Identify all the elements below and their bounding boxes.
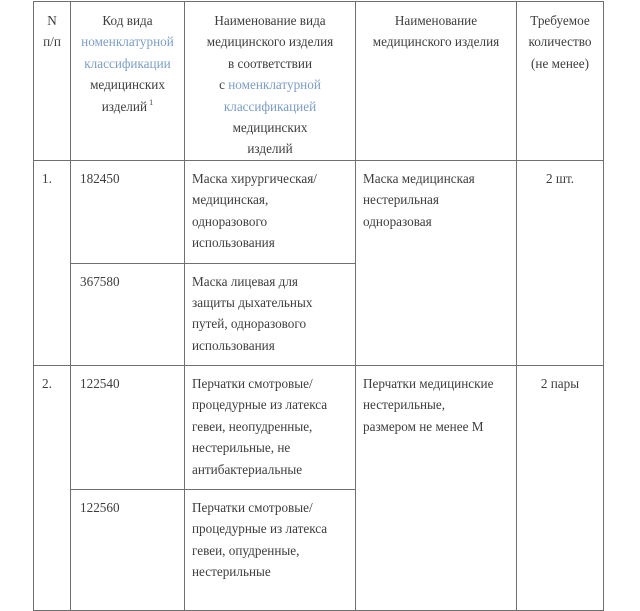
- text-line: Перчатки медицинские: [363, 376, 494, 391]
- text-line: размером не менее М: [363, 418, 484, 434]
- text-line: нестерильная: [363, 192, 439, 208]
- header-cell-device-name: [356, 2, 517, 161]
- device-name-cell: [356, 161, 517, 366]
- nomenclature-code: 367580: [80, 273, 120, 289]
- text-line: Перчатки смотровые/: [192, 376, 313, 391]
- header-line-with-footnote: [75, 96, 180, 117]
- text-line: одноразовая: [363, 213, 432, 229]
- medical-devices-requirements-table: [33, 1, 604, 611]
- nomenclature-link[interactable]: номенклатурной: [81, 34, 174, 50]
- header-line: медицинских: [90, 77, 165, 93]
- row-number-cell: [34, 161, 71, 366]
- text-line: процедурные из латекса: [192, 397, 328, 413]
- text-line: одноразового: [192, 213, 268, 229]
- header-line: медицинского изделия: [372, 34, 500, 50]
- nomenclature-code-cell: [71, 161, 185, 264]
- table-row: [34, 366, 604, 490]
- nomenclature-link[interactable]: классификацией: [223, 98, 317, 114]
- required-quantity-cell: [517, 161, 604, 366]
- header-line: количество: [528, 34, 592, 50]
- text-line: Маска лицевая для: [192, 273, 298, 289]
- nomenclature-code: 122560: [80, 499, 120, 515]
- footnote-marker[interactable]: 1: [149, 97, 154, 108]
- header-cell-nomenclature-code: [71, 2, 185, 161]
- nomenclature-link[interactable]: классификации: [84, 55, 171, 71]
- text-line: гевеи, опудренные,: [192, 542, 300, 558]
- device-type-name-cell: [185, 263, 356, 366]
- table-header-row: [34, 2, 604, 161]
- text-line: антибактериальные: [192, 461, 303, 477]
- row-number: 2.: [42, 376, 52, 391]
- required-quantity-cell: [517, 366, 604, 611]
- text-line: использования: [192, 235, 275, 251]
- header-line: изделий: [247, 141, 293, 157]
- nomenclature-code: 182450: [80, 171, 120, 186]
- device-type-name-cell: [185, 489, 356, 610]
- nomenclature-code-cell: [71, 489, 185, 610]
- device-name-cell: [356, 366, 517, 611]
- header-cell-device-type-name: [185, 2, 356, 161]
- header-line: медицинского изделия: [206, 34, 334, 50]
- text-line: гевеи, неопудренные,: [192, 418, 313, 434]
- text-line: процедурные из латекса: [192, 521, 328, 537]
- nomenclature-link[interactable]: номенклатурной: [228, 77, 321, 93]
- device-type-name-cell: [185, 161, 356, 264]
- header-line: Наименование: [394, 13, 478, 28]
- row-number: 1.: [42, 171, 52, 186]
- quantity-value: 2 пары: [540, 376, 580, 391]
- row-number-cell: [34, 366, 71, 611]
- text-line: Маска хирургическая/: [192, 171, 317, 186]
- nomenclature-code-cell: [71, 366, 185, 490]
- header-line: медицинских: [232, 119, 308, 135]
- header-line: N: [47, 13, 57, 28]
- text-line: защиты дыхательных: [192, 294, 313, 310]
- device-type-name-cell: [185, 366, 356, 490]
- text-line: использования: [192, 337, 275, 353]
- nomenclature-code-cell: [71, 263, 185, 366]
- text-line: путей, одноразового: [192, 316, 307, 332]
- header-line: п/п: [43, 34, 61, 50]
- quantity-value: 2 шт.: [545, 171, 575, 186]
- header-line: Требуемое: [530, 13, 590, 28]
- text-line: Маска медицинская: [363, 171, 475, 186]
- header-line-text: изделий: [101, 98, 148, 114]
- text-line: Перчатки смотровые/: [192, 499, 313, 515]
- header-line: Код вида: [102, 13, 153, 28]
- header-line: (не менее): [531, 55, 589, 71]
- text-line: нестерильные: [192, 564, 271, 579]
- header-line: Наименование вида: [214, 13, 326, 28]
- header-line: в соответствии: [227, 55, 313, 71]
- nomenclature-code: 122540: [80, 376, 120, 391]
- header-line-mixed: [189, 74, 351, 95]
- header-cell-number: [34, 2, 71, 161]
- header-line-prefix: с: [219, 77, 229, 93]
- header-cell-required-quantity: [517, 2, 604, 161]
- text-line: медицинская,: [192, 192, 269, 208]
- text-line: нестерильные, не: [192, 440, 291, 456]
- table-row: [34, 161, 604, 264]
- text-line: нестерильные,: [363, 397, 446, 413]
